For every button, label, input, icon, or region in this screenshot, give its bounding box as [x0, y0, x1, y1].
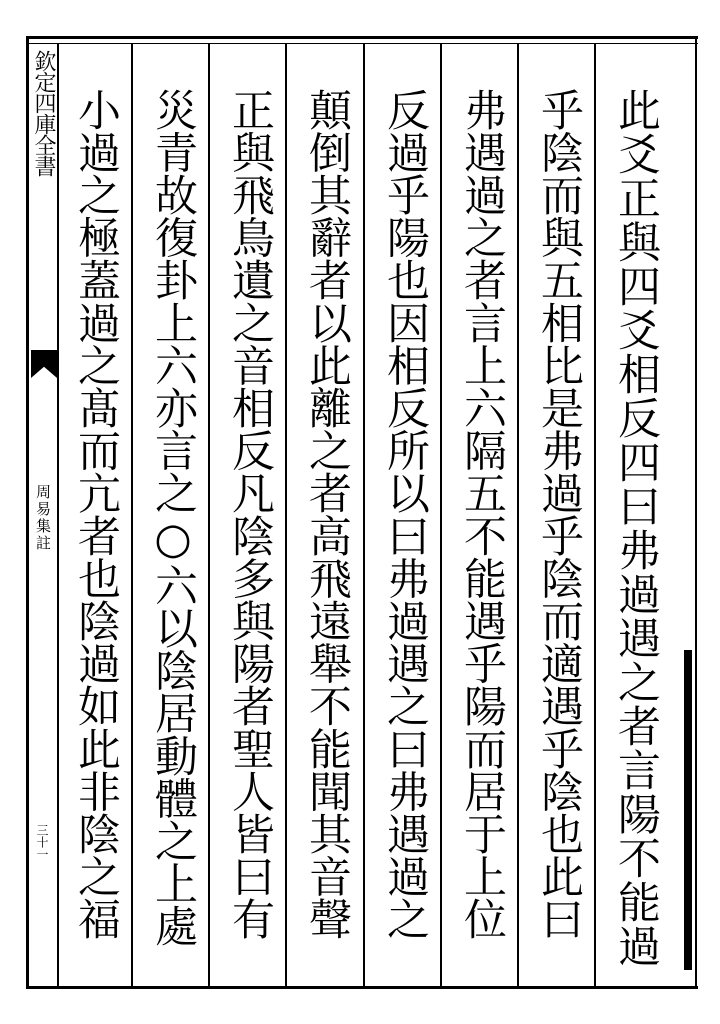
fishtail-mark [31, 350, 57, 378]
page-margin-column [29, 44, 59, 986]
text-column-2 [521, 88, 597, 978]
text-column-7 [135, 88, 211, 978]
frame-top-border [26, 36, 698, 39]
column-text: 此爻正與四爻相反四曰弗過遇之者言陽不能過 [611, 88, 661, 968]
book-title: 周易集註 [34, 484, 52, 552]
column-text: 正與飛鳥遺之音相反凡陰多與陽者聖人皆曰有 [225, 88, 275, 941]
column-text: 災青故復卦上六亦言之○六以陰居動體之上處 [148, 88, 198, 948]
column-text: 反過乎陽也因相反所以曰弗過遇之曰弗遇過之 [380, 88, 430, 941]
frame-right-border [695, 36, 697, 989]
text-column-3 [444, 88, 520, 978]
column-text: 弗遇過之者言上六隔五不能遇乎陽而居于上位 [457, 88, 507, 941]
text-column-1 [598, 88, 674, 978]
column-text: 小過之極蓋過之髙而亢者也陰過如此非陰之福 [71, 88, 121, 941]
column-text: 顛倒其辭者以此離之者高飛遠舉不能聞其音聲 [302, 88, 352, 941]
series-title: 欽定四庫全書 [31, 50, 56, 176]
frame-top-inner-border [26, 43, 698, 44]
text-column-5 [289, 88, 365, 978]
text-column-4 [367, 88, 443, 978]
column-text: 乎陰而與五相比是弗過乎陰而適遇乎陰也此曰 [534, 88, 584, 941]
text-column-8 [58, 88, 134, 978]
text-column-6 [212, 88, 288, 978]
frame-right-thick-mark [684, 650, 692, 970]
leaf-number: 三十一 [35, 824, 49, 860]
frame-bottom-border [26, 986, 698, 989]
